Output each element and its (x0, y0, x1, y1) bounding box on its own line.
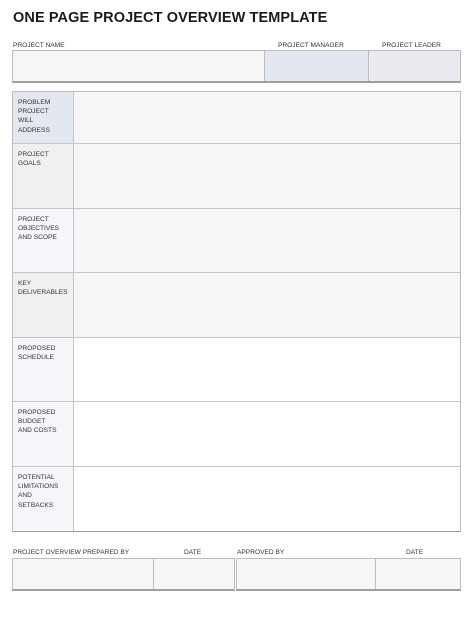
approved-by-box (236, 558, 461, 591)
section-row-objectives (13, 209, 460, 273)
project-header-row (12, 50, 461, 83)
section-label-objectives: PROJECT OBJECTIVES AND SCOPE (13, 209, 74, 272)
section-label-goals: PROJECT GOALS (13, 144, 74, 208)
section-row-schedule (13, 338, 460, 402)
section-field-goals[interactable] (74, 144, 460, 208)
approved-date-field[interactable] (376, 559, 460, 589)
section-row-limitations (13, 467, 460, 531)
section-field-problem[interactable] (74, 92, 460, 143)
section-row-deliverables (13, 273, 460, 338)
section-field-schedule[interactable] (74, 338, 460, 401)
prepared-by-box (12, 558, 235, 591)
section-field-limitations[interactable] (74, 467, 460, 531)
prepared-date-field[interactable] (154, 559, 234, 589)
section-field-deliverables[interactable] (74, 273, 460, 337)
project-sections-table (12, 91, 461, 532)
section-row-problem (13, 92, 460, 144)
approved-date-label: DATE (406, 549, 424, 556)
section-label-problem: PROBLEM PROJECT WILL ADDRESS (13, 92, 74, 143)
section-label-schedule: PROPOSED SCHEDULE (13, 338, 74, 401)
prepared-date-label: DATE (184, 549, 202, 556)
section-label-deliverables: KEY DELIVERABLES (13, 273, 74, 337)
prepared-by-label: PROJECT OVERVIEW PREPARED BY (13, 549, 130, 556)
approved-by-field[interactable] (237, 559, 376, 589)
project-manager-field[interactable] (265, 51, 369, 81)
project-manager-label: PROJECT MANAGER (278, 42, 344, 49)
section-label-limitations: POTENTIAL LIMITATIONS AND SETBACKS (13, 467, 74, 531)
section-label-budget: PROPOSED BUDGET AND COSTS (13, 402, 74, 466)
section-row-goals (13, 144, 460, 209)
page-title: ONE PAGE PROJECT OVERVIEW TEMPLATE (13, 10, 328, 26)
section-row-budget (13, 402, 460, 467)
project-leader-field[interactable] (369, 51, 460, 81)
section-field-budget[interactable] (74, 402, 460, 466)
prepared-by-field[interactable] (13, 559, 154, 589)
project-name-field[interactable] (13, 51, 265, 81)
project-name-label: PROJECT NAME (13, 42, 65, 49)
project-leader-label: PROJECT LEADER (382, 42, 441, 49)
approved-by-label: APPROVED BY (237, 549, 285, 556)
section-field-objectives[interactable] (74, 209, 460, 272)
